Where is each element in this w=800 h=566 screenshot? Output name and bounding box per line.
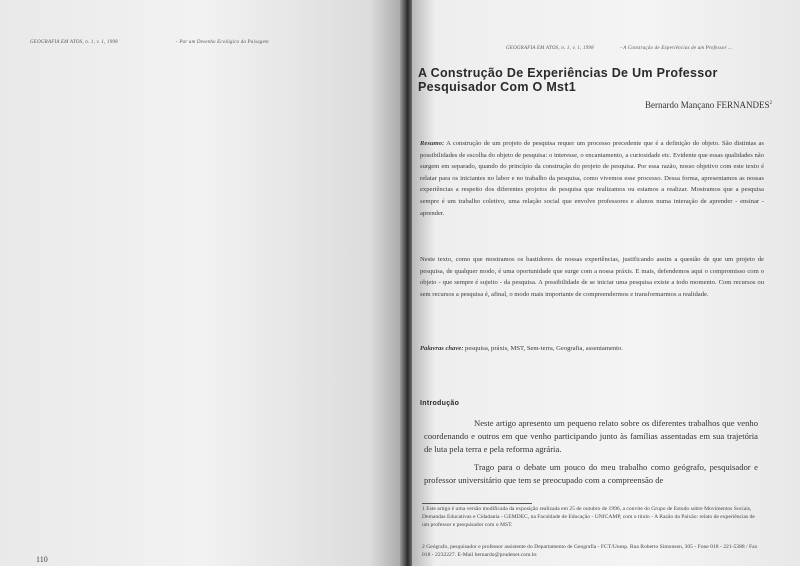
intro-paragraph-2: Trago para o debate um pouco do meu trabalho como geógrafo, pesquisador e professor universitário que tem se preocupado com a compreensão de <box>424 462 758 485</box>
left-running-head-title: - Por um Desenho Ecológico da Paisagem <box>176 40 269 45</box>
right-running-head-journal: GEOGRAFIA EM ATOS, n. 1, v. 1, 1998 <box>506 46 594 51</box>
abstract-text: A construção de um projeto de pesquisa requer um processo precedente que é a definição do objeto. São distintas as possibilidades de escolha do objeto de pesquisa: o interesse, o encantamento, a curiosidade etc. Evidente que essas qualidades não surgem em separado, quando do princípio da construção do projeto de pesquisa. Por essa razão, nosso objetivo com este texto é relatar para os iniciantes no labor e no trabalho da pesquisa, como vivemos esse processo. Dessa forma, apresentamos as nossas experiências a respeito dos diferentes projetos de pesquisa que realizamos ou estamos a realizar. Mostramos que a pesquisa sempre é um trabalho coletivo, uma relação social que envolve professores e alunos numa interação de aprender - ensinar - aprender. <box>420 140 764 217</box>
footnote-rule <box>422 503 532 504</box>
intro-paragraph-1: Neste artigo apresento um pequeno relato sobre os diferentes trabalhos que venho coordenando e outros em que venho participando junto às famílias assentadas em sua trajetória de luta pela terra e pela reforma agrária. <box>424 418 758 454</box>
keywords <box>420 343 764 355</box>
abstract-paragraph-2: Neste texto, como que mostramos os bastidores de nossas experiências, justificando assim a questão de que um projeto de pesquisa, de qualquer modo, é uma oportunidade que surge com a nossa práxis. E mais, defendemos aqui o compromisso com o objeto - que sempre é sujeito - da pesquisa. A possibilidade de se iniciar uma pesquisa existe a todo momento. Com recursos ou sem recursos a pesquisa é, afinal, o modo mais importante de compreendermos e transformarmos a realidade. <box>420 256 764 298</box>
author-footnote-marker: 2 <box>769 101 772 106</box>
page-number: 110 <box>36 555 48 564</box>
abstract <box>420 138 764 219</box>
abstract-label: Resumo: <box>420 140 445 147</box>
footnote-1: 1 Este artigo é uma versão modificada da exposição realizada em 25 de outubro de 1996, a convite do Grupo de Estudo sobre Movimentos Sociais, Demandas Educativas e Cidadania - GEMDEC, na Faculdade de Educação - UNICAMP, com o título - A Razão da Paixão: relato de experiências de um professor e pesquisador com o MST. <box>422 506 755 528</box>
author-name: Bernardo Mançano FERNANDES <box>645 100 770 110</box>
left-running-head-journal: GEOGRAFIA EM ATOS, n. 1, v. 1, 1998 <box>30 40 118 45</box>
author-line <box>645 100 772 110</box>
section-heading-introducao: Introdução <box>420 400 460 407</box>
right-page <box>412 0 800 566</box>
keywords-label: Palavras chave: <box>420 345 464 352</box>
right-running-head-title: - A Construção de Experiências de um Professor ... <box>620 46 733 51</box>
keywords-text: pesquisa, práxis, MST, Sem-terra, Geografia, assentamento. <box>463 345 623 352</box>
article-title: A Construção De Experiências De Um Professor Pesquisador Com O Mst1 <box>418 66 718 94</box>
footnote-2: 2 Geógrafo, pesquisador e professor assistente do Departamento de Geografia - FCT/Unesp. Rua Roberto Simonsen, 305 - Fone 018 - 221-5388 / Fax 018 - 2232227. E-Mail bernardo@prudenet.com.br. <box>422 544 758 558</box>
